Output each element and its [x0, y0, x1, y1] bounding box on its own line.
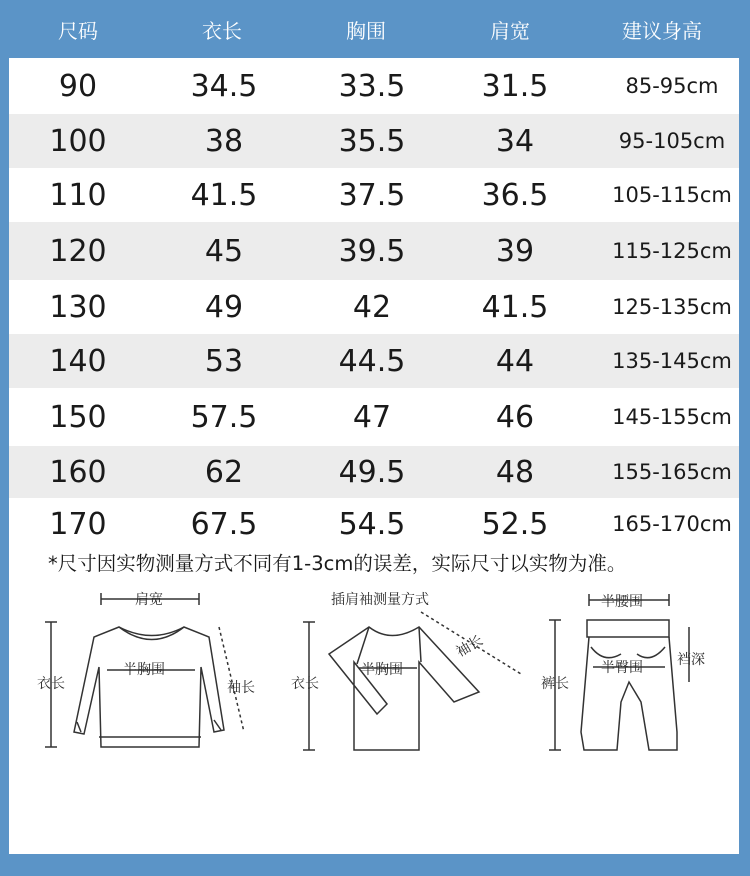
table-row [9, 114, 739, 168]
table-cell: 100 [49, 123, 107, 159]
raglan-diagram [303, 612, 521, 750]
table-row [9, 222, 739, 280]
pants-rise-label: 裆深 [677, 652, 705, 668]
header-cell: 尺码 [58, 18, 98, 43]
table-row [9, 498, 739, 550]
sweater-length-label: 衣长 [37, 676, 65, 692]
table-cell: 49 [204, 289, 244, 325]
table-row [9, 388, 739, 446]
table-cell: 110 [49, 177, 107, 213]
sweater-chest-label: 半胸围 [123, 662, 165, 678]
table-cell: 62 [204, 454, 244, 490]
table-cell: 31.5 [481, 68, 549, 104]
table-cell: 35.5 [338, 123, 406, 159]
raglan-chest-label: 半胸围 [361, 662, 403, 678]
table-header [0, 0, 750, 58]
table-row [9, 58, 739, 114]
table-row [9, 168, 739, 222]
table-cell: 120 [49, 233, 107, 269]
table-cell: 47 [352, 399, 392, 435]
table-cell: 54.5 [338, 506, 406, 542]
table-cell: 39 [495, 233, 535, 269]
raglan-length-label: 衣长 [291, 676, 319, 692]
table-cell: 34 [495, 123, 535, 159]
raglan-sleeve-label: 袖长 [453, 632, 486, 661]
table-cell: 57.5 [190, 399, 258, 435]
table-cell: 36.5 [481, 177, 549, 213]
table-cell: 37.5 [338, 177, 406, 213]
pants-length-label: 裤长 [541, 676, 569, 692]
header-cell: 衣长 [202, 18, 242, 43]
table-cell: 130 [49, 289, 107, 325]
table-cell: 90 [58, 68, 98, 104]
table-cell: 160 [49, 454, 107, 490]
table-cell: 145-155cm [612, 405, 732, 429]
table-cell: 39.5 [338, 233, 406, 269]
table-cell: 105-115cm [612, 183, 732, 207]
header-cell: 胸围 [346, 18, 386, 43]
table-cell: 38 [204, 123, 244, 159]
table-cell: 95-105cm [618, 129, 726, 153]
table-cell: 165-170cm [612, 512, 732, 536]
table-cell: 170 [49, 506, 107, 542]
table-cell: 67.5 [190, 506, 258, 542]
table-cell: 41.5 [190, 177, 258, 213]
table-cell: 115-125cm [612, 239, 732, 263]
table-cell: 53 [204, 343, 244, 379]
table-cell: 135-145cm [612, 349, 732, 373]
pants-hip-label: 半臀围 [601, 660, 643, 676]
sweater-sleeve-label: 袖长 [227, 680, 255, 696]
table-cell: 33.5 [338, 68, 406, 104]
measurement-note: *尺寸因实物测量方式不同有1-3cm的误差，实际尺寸以实物为准。 [48, 552, 627, 575]
header-cell: 肩宽 [490, 18, 530, 43]
table-cell: 125-135cm [612, 295, 732, 319]
table-cell: 155-165cm [612, 460, 732, 484]
table-cell: 150 [49, 399, 107, 435]
table-cell: 42 [352, 289, 392, 325]
table-row [9, 446, 739, 498]
raglan-title-label: 插肩袖测量方式 [331, 592, 429, 608]
table-cell: 52.5 [481, 506, 549, 542]
table-cell: 85-95cm [625, 74, 719, 98]
table-cell: 44.5 [338, 343, 406, 379]
table-cell: 48 [495, 454, 535, 490]
sweater-shoulder-label: 肩宽 [135, 592, 163, 608]
table-cell: 49.5 [338, 454, 406, 490]
header-cell: 建议身高 [622, 18, 702, 43]
table-cell: 44 [495, 343, 535, 379]
table-cell: 46 [495, 399, 535, 435]
measurement-diagrams [9, 582, 739, 782]
table-cell: 140 [49, 343, 107, 379]
table-cell: 34.5 [190, 68, 258, 104]
table-row [9, 280, 739, 334]
table-cell: 45 [204, 233, 244, 269]
table-cell: 41.5 [481, 289, 549, 325]
pants-waist-label: 半腰围 [601, 594, 643, 610]
table-row [9, 334, 739, 388]
